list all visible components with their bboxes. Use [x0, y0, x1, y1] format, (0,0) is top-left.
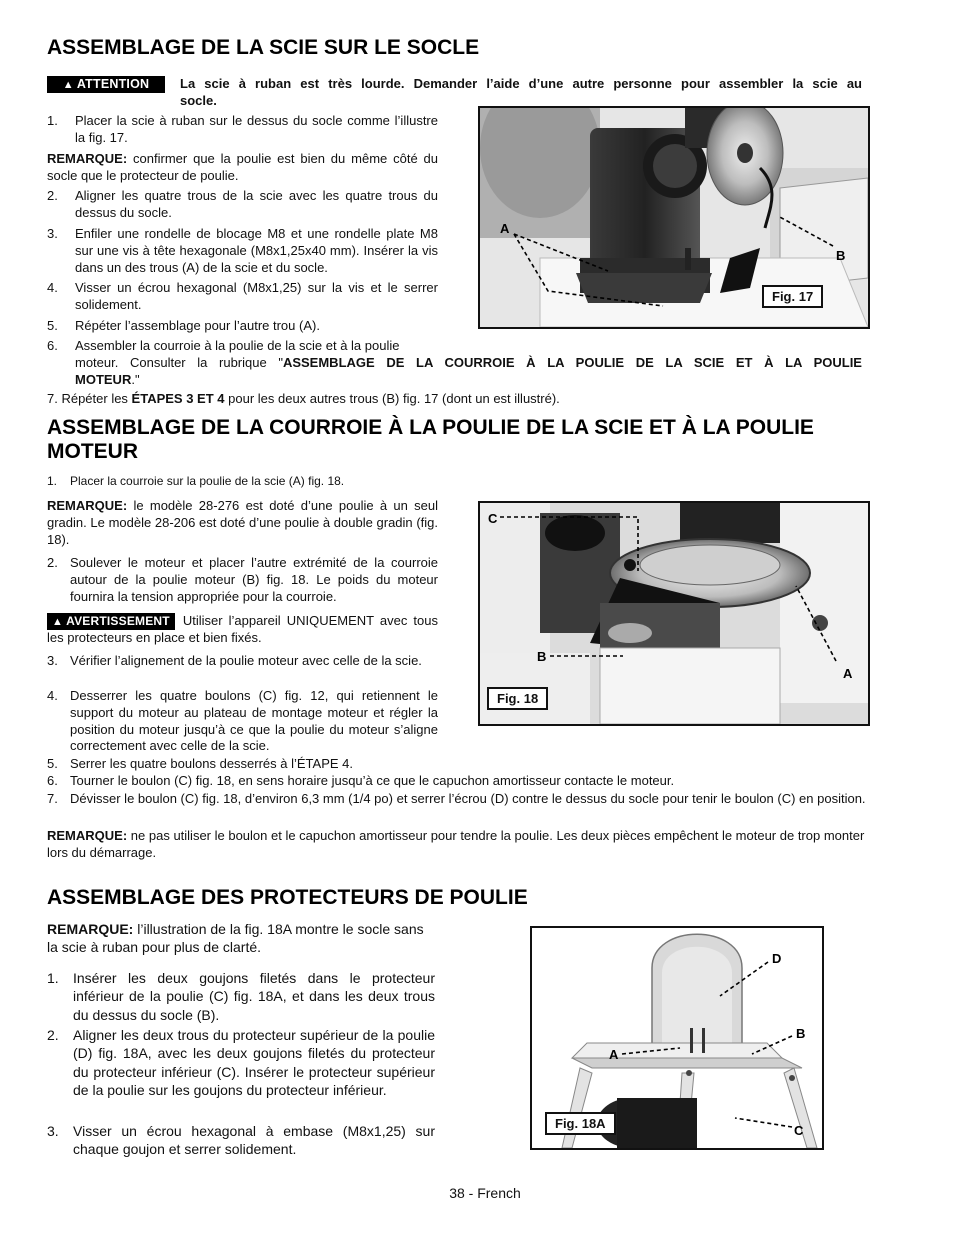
step-text: Aligner les deux trous du protecteur supérieur de la poulie (D) fig. 18A, avec les deux goujons filetés du protecteur du protecteur inférieur (C). Insérer le protecteur supérieur de la poulie sur les goujons du protecteur inférieur.	[73, 1027, 435, 1099]
s1-step2	[47, 188, 438, 222]
fig18a-callout-arrows	[530, 926, 820, 1146]
s2-remark	[47, 498, 438, 548]
fig18a-letter-b: B	[796, 1026, 806, 1041]
step-text: Assembler la courroie à la poulie de la scie et à la poulie	[75, 338, 400, 353]
list-number: 3.	[47, 1123, 59, 1139]
section2-title-line1: ASSEMBLAGE DE LA COURROIE À LA POULIE DE LA SCIE ET À LA POULIE	[47, 416, 814, 439]
warning-badge: ▲ AVERTISSEMENT	[47, 613, 175, 630]
list-number: 1.	[47, 970, 59, 986]
step-text: Placer la scie à ruban sur le dessus du socle comme l’illustre la fig. 17.	[75, 113, 438, 145]
remark-text: ne pas utiliser le boulon et le capuchon amortisseur pour tendre la poulie. Les deux pièces empêchent le moteur de trop monter lors du démarrage.	[47, 828, 865, 860]
fig17-letter-a: A	[500, 221, 510, 236]
s1-step6	[47, 338, 862, 388]
s2-step6	[47, 773, 865, 790]
s2-warning	[47, 613, 438, 647]
s3-step1	[47, 969, 435, 1024]
s1-step7: 7. Répéter les ÉTAPES 3 ET 4 pour les deux autres trous (B) fig. 17 (dont un est illustré).	[47, 391, 560, 406]
fig18a-letter-c: C	[794, 1123, 804, 1138]
list-number: 2.	[47, 1027, 59, 1043]
s1-step3	[47, 226, 438, 276]
remark-label: REMARQUE:	[47, 828, 128, 843]
s2-step4	[47, 688, 438, 755]
list-number: 3.	[47, 226, 58, 241]
figure-17-label: Fig. 17	[762, 285, 823, 308]
warning-icon: ▲	[52, 616, 64, 628]
list-number: 7.	[47, 791, 58, 806]
attention-badge: ▲ ATTENTION	[47, 76, 165, 93]
step-text: Desserrer les quatre boulons (C) fig. 12, qui retiennent le support du moteur au plateau de montage moteur et régler la position du moteur jusqu’à ce que la poulie du moteur s’aligne correctement avec celle de la scie.	[70, 688, 438, 754]
s2-step1	[47, 473, 438, 490]
step-text: Enfiler une rondelle de blocage M8 et une rondelle plate M8 sur une vis à tête hexagonale (M8x1,25x40 mm). Insérer la vis dans un des trous (A) de la scie et du socle.	[75, 226, 438, 275]
page-number: 38 - French	[449, 1185, 521, 1201]
list-number: 1.	[47, 474, 58, 488]
list-number: 2.	[47, 555, 58, 570]
list-number: 2.	[47, 188, 58, 203]
list-number: 4.	[47, 688, 58, 703]
list-number: 4.	[47, 280, 58, 295]
step-text: Visser un écrou hexagonal à embase (M8x1,25) sur chaque goujon et serrer solidement.	[73, 1123, 435, 1158]
fig18-letter-a: A	[843, 666, 853, 681]
remark-text: confirmer que la poulie est bien du même côté du socle que le protecteur de poulie.	[47, 151, 439, 183]
step-text-line3: MOTEUR."	[75, 371, 140, 387]
s3-step3	[47, 1122, 435, 1159]
step-text: Insérer les deux goujons filetés dans le protecteur inférieur de la poulie (C) fig. 18A, et dans les deux trous du dessus du socle (B).	[73, 970, 435, 1023]
attention-text-line1: La scie à ruban est très lourde. Demander l’aide d’une autre personne pour assembler la scie au	[180, 76, 862, 91]
figure-18a-label: Fig. 18A	[545, 1112, 616, 1135]
s1-remark	[47, 151, 438, 185]
fig17-letter-b: B	[836, 248, 846, 263]
section2-title	[47, 416, 862, 464]
s2-step7	[47, 791, 867, 808]
remark-text: l’illustration de la fig. 18A montre le socle sans la scie à ruban pour plus de clarté.	[47, 921, 424, 955]
step-text: Soulever le moteur et placer l’autre extrémité de la courroie autour de la poulie moteur (B) fig. 18. Le poids du moteur fournira la tension appropriée pour la courroie.	[70, 555, 438, 604]
remark-label: REMARQUE:	[47, 151, 128, 166]
step-bold: ASSEMBLAGE DE LA COURROIE À LA POULIE DE LA SCIE ET À LA POULIE	[282, 354, 862, 370]
s3-remark	[47, 920, 437, 956]
warning-text: Utiliser l’appareil UNIQUEMENT avec tous les protecteurs en place et bien fixés.	[47, 613, 438, 645]
step-text: Visser un écrou hexagonal (M8x1,25) sur la vis et le serrer solidement.	[75, 280, 438, 312]
s2-remark2	[47, 828, 867, 862]
step-text: Aligner les quatre trous de la scie avec les quatre trous du dessus du socle.	[75, 188, 438, 220]
list-number: 3.	[47, 653, 58, 668]
list-number: 1.	[47, 113, 58, 128]
list-number: 5.	[47, 756, 58, 771]
remark-label: REMARQUE:	[47, 498, 128, 513]
step-text: Dévisser le boulon (C) fig. 18, d’environ 6,3 mm (1/4 po) et serrer l’écrou (D) contre le dessus du socle pour tenir le boulon (C) en position.	[70, 791, 866, 806]
s2-step5	[47, 756, 862, 773]
remark-text: le modèle 28-276 est doté d’une poulie à un seul gradin. Le modèle 28-206 est doté d’une poulie à double gradin (fig. 18).	[47, 498, 438, 547]
figure-18-label: Fig. 18	[487, 687, 548, 710]
fig18a-letter-d: D	[772, 951, 782, 966]
list-number: 6.	[47, 773, 58, 788]
section2-title-line2: MOTEUR	[47, 440, 138, 463]
fig18-letter-b: B	[537, 649, 547, 664]
warning-icon: ▲	[62, 79, 74, 91]
s1-step1	[47, 113, 438, 147]
s2-step3	[47, 653, 438, 670]
step-text: Serrer les quatre boulons desserrés à l’ÉTAPE 4.	[70, 756, 354, 771]
step-text: Tourner le boulon (C) fig. 18, en sens horaire jusqu’à ce que le capuchon amortisseur contacte le moteur.	[70, 773, 675, 788]
list-number: 6.	[47, 338, 58, 353]
s2-step2	[47, 555, 438, 605]
list-number: 5.	[47, 318, 58, 333]
section3-title: ASSEMBLAGE DES PROTECTEURS DE POULIE	[47, 886, 528, 909]
s1-step4	[47, 280, 438, 314]
section1-title: ASSEMBLAGE DE LA SCIE SUR LE SOCLE	[47, 36, 480, 59]
fig18-letter-c: C	[488, 511, 498, 526]
step-text: Placer la courroie sur la poulie de la scie (A) fig. 18.	[70, 474, 345, 488]
step-text: Vérifier l’alignement de la poulie moteur avec celle de la scie.	[70, 653, 422, 668]
s1-step5	[47, 318, 438, 335]
s3-step2	[47, 1026, 435, 1100]
step-text-line2: moteur. Consulter la rubrique "ASSEMBLAGE DE LA COURROIE À LA POULIE DE LA SCIE ET À LA POULIE	[75, 354, 862, 370]
remark-label: REMARQUE:	[47, 921, 134, 937]
fig18a-letter-a: A	[609, 1047, 619, 1062]
step-text: Répéter l’assemblage pour l’autre trou (A).	[75, 318, 320, 333]
fig18-callout-arrows	[478, 501, 866, 722]
attention-text-line2: socle.	[180, 93, 217, 108]
fig17-callout-arrows	[478, 106, 866, 325]
